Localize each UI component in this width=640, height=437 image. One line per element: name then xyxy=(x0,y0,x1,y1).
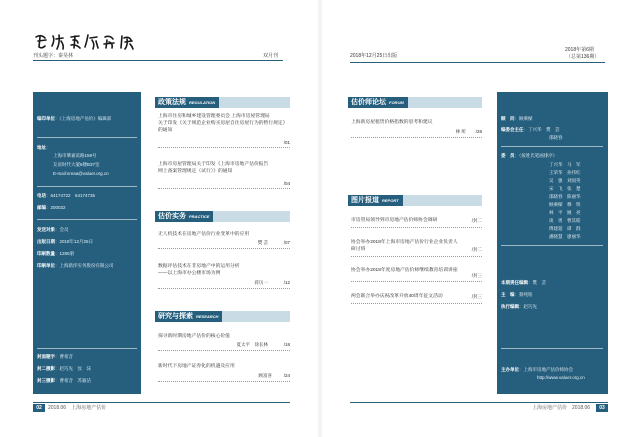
article-title-line: 关于印发《关于规范企业购买房屋自住房屋行为的暂行规定》 xyxy=(158,121,288,126)
article-title-line: 的通知 xyxy=(158,128,173,133)
sidebar-row: 委 员：（按姓氏笔画排序） xyxy=(501,153,558,158)
sidebar-row: 谈 勇 曹其皓 xyxy=(549,218,581,223)
section-title-en: FORUM xyxy=(389,97,408,108)
toc-article[interactable] xyxy=(351,119,482,141)
dotted-divider xyxy=(351,227,482,228)
sidebar-row: 印刷数量：1280册 xyxy=(37,251,75,256)
sidebar-row: 宋 飞 张 楚 xyxy=(549,186,581,191)
toc-article[interactable] xyxy=(351,293,482,307)
article-title-line: 研讨班 xyxy=(351,247,366,252)
inscription-credit: 刊头题字：秦昊林 xyxy=(33,53,74,59)
section-bar xyxy=(219,97,290,108)
toc-right-column xyxy=(348,97,482,299)
sidebar-divider xyxy=(37,219,137,220)
sidebar-row: 印刷单位：上海新洋实务股份有限公司 xyxy=(37,263,114,268)
sidebar-row: 编委会主任：丁兴华 樊 芸 xyxy=(501,127,560,132)
section-title-en: PRACTICE xyxy=(189,211,213,222)
article-page: /18 xyxy=(283,342,290,347)
dotted-divider xyxy=(351,281,482,282)
section-header-report xyxy=(348,195,482,206)
section-title-zh: 估价实务 xyxy=(155,211,189,222)
section-header-practice xyxy=(155,211,290,222)
section-title-zh: 图片报道 xyxy=(348,195,382,206)
toc-article[interactable] xyxy=(158,113,290,143)
section-title-zh: 估价师论坛 xyxy=(348,97,389,108)
sidebar-row: 主 编：蔡纯铭 xyxy=(501,292,533,297)
sidebar-divider xyxy=(501,245,603,246)
article-page: /01 xyxy=(283,140,290,145)
toc-article[interactable] xyxy=(158,263,290,289)
sidebar-row: 地址： xyxy=(37,145,51,150)
editorial-board-sidebar xyxy=(497,92,608,394)
sidebar-row: 执行编辑：赵巧先 xyxy=(501,304,537,309)
sidebar-row: E-mail:sreaa@valuer.org.cn xyxy=(53,171,109,176)
sidebar-row: 本期责任编辑：樊 芸 xyxy=(501,280,546,285)
sidebar-divider xyxy=(37,186,137,187)
dotted-divider xyxy=(351,303,482,304)
article-title-line: 上海市房屋管理局关于印发《上海市房地产估价报告 xyxy=(158,162,269,167)
sidebar-divider xyxy=(37,137,137,138)
sidebar-row: 顾 问：顾乘樑 xyxy=(501,116,533,121)
article-title-line: 网上备案管理规定（试行）》的通知 xyxy=(158,169,233,174)
article-title-line: ——以上海市办公楼市场为例 xyxy=(158,271,221,276)
toc-article[interactable] xyxy=(351,217,482,231)
section-bar xyxy=(408,97,482,108)
dotted-divider xyxy=(158,248,290,249)
sidebar-row: 发送对象：会员 xyxy=(37,227,69,232)
article-author: 蒋历一 xyxy=(254,280,268,285)
article-title-line: 协会举办2018年上海市房地产估价行业企业负责人 xyxy=(351,240,458,245)
section-title-en: REPORT xyxy=(382,195,403,206)
sidebar-row: 封三摄影：曹希音 苏毅洁 xyxy=(37,378,91,383)
section-bar xyxy=(403,195,482,206)
article-page: /封三 xyxy=(471,273,482,278)
article-page: /12 xyxy=(283,280,290,285)
article-title-line: 无人机技术在房地产估价行业变革中的应用 xyxy=(158,232,250,237)
dotted-divider xyxy=(351,137,482,138)
toc-article[interactable] xyxy=(351,239,482,259)
section-title-zh: 研究与探索 xyxy=(155,311,196,322)
section-header-forum xyxy=(348,97,482,108)
article-title-line: 新时代下房地产证券化的机遇及应用 xyxy=(158,364,235,369)
toc-left-column xyxy=(155,97,290,378)
dotted-divider xyxy=(158,288,290,289)
sidebar-row: 封面题字：曹希音 xyxy=(37,354,73,359)
sidebar-row: 顾乘樑 穆 铁 xyxy=(549,202,581,207)
sidebar-row: 友谊时代大厦6楼B37室 xyxy=(53,162,100,167)
dotted-divider xyxy=(158,147,290,148)
section-header-regulation xyxy=(155,97,290,108)
sidebar-row: 邵晓春 陈丽华 xyxy=(549,194,581,199)
sidebar-row: 邵晓春 xyxy=(549,135,563,140)
page-number-left: 02 xyxy=(33,404,45,412)
sidebar-row: 林 平 姚 亮 xyxy=(549,210,581,215)
sidebar-row: 潘晓慧 廖丽华 xyxy=(549,234,581,239)
issue-number: 2018年第6期 xyxy=(565,47,594,53)
sidebar-row: 王荣华 孙伟红 xyxy=(549,170,581,175)
toc-article[interactable] xyxy=(158,363,290,383)
section-bar xyxy=(222,311,290,322)
dotted-divider xyxy=(158,350,290,351)
dotted-divider xyxy=(158,381,290,382)
sidebar-divider xyxy=(501,146,603,147)
section-title-zh: 政策法规 xyxy=(155,97,189,108)
sidebar-row: 电话：64174722 64174735 xyxy=(37,193,96,198)
sidebar-row: 主办单位：上海市房地产估价师协会 xyxy=(501,367,573,372)
article-title-line: 两会联合举办庆祝改革开放40周年征文活动 xyxy=(351,294,443,299)
article-page: /24 xyxy=(283,373,290,378)
article-title-line: 上海新房屋租赁价格指数的思考和建议 xyxy=(351,120,433,125)
toc-article[interactable] xyxy=(158,231,290,249)
article-title-line: 市房管局领导到市房地产估价师协会调研 xyxy=(351,218,438,223)
sidebar-divider xyxy=(37,348,137,349)
section-bar xyxy=(213,211,290,222)
issue-date: 2018年12月25日出版 xyxy=(350,53,398,59)
section-title-en: REGULATION xyxy=(189,97,219,108)
sidebar-row: 傅建超 谭 群 xyxy=(549,226,581,231)
header-rule-left xyxy=(33,60,283,61)
article-author: 顾富喜 xyxy=(258,373,272,378)
sidebar-row: 吴 强 刘国英 xyxy=(549,178,581,183)
toc-article[interactable] xyxy=(158,333,290,353)
section-title-en: RESEARCH xyxy=(196,311,222,322)
magazine-logo-calligraphy xyxy=(33,31,145,53)
dotted-divider xyxy=(351,256,482,257)
sidebar-row: 上海市肇嘉浜路159号 xyxy=(53,153,97,158)
sidebar-row: 丁兴华 马 军 xyxy=(549,162,581,167)
article-author: 夏太平 徐长林 xyxy=(236,342,268,347)
article-title-line: 协会举办2018年度房地产估价师继续教育培训讲座 xyxy=(351,268,458,273)
sidebar-row: 编印单位：《上海房地产估价》编辑部 xyxy=(37,116,112,121)
article-title-line: 探寻新时期房地产估价的核心价值 xyxy=(158,334,230,339)
magazine-title xyxy=(33,31,34,32)
masthead-sidebar xyxy=(33,92,141,394)
article-page: /04 xyxy=(283,181,290,186)
article-page: /07 xyxy=(283,240,290,245)
header-rule-right xyxy=(350,62,605,63)
footer-mark-right: 上海房地产估价 2018.06 xyxy=(532,405,591,411)
dotted-divider xyxy=(158,188,290,189)
article-page: /封二 xyxy=(471,247,482,252)
sidebar-divider xyxy=(501,348,603,349)
sidebar-row: 邮编：200032 xyxy=(37,205,66,210)
total-issue: （总第136期） xyxy=(566,54,600,60)
toc-article[interactable] xyxy=(351,267,482,281)
sidebar-row: 封二摄影：赵巧先 汝 沫 xyxy=(37,366,91,371)
toc-article[interactable] xyxy=(158,161,290,185)
article-page: /28 xyxy=(475,129,482,134)
article-author: 樊 芸 xyxy=(257,240,268,245)
frequency-label: 双月刊 xyxy=(263,53,279,59)
section-header-research xyxy=(155,311,290,322)
footer-rule-right xyxy=(350,402,608,403)
page-number-right: 03 xyxy=(596,404,608,412)
article-title-line: 数据评估技术在非房地产中的运用分析 xyxy=(158,264,240,269)
sidebar-row: 出版日期：2018年12月25日 xyxy=(37,239,94,244)
footer-mark-left: 2018.06 上海房地产估价 xyxy=(48,405,107,411)
article-page: /封三 xyxy=(471,294,482,299)
article-title-line: 上海市住房和城乡建设管理委员会 上海市房屋管理局 xyxy=(158,114,270,119)
center-fold xyxy=(317,0,323,437)
article-author: 林 昕 xyxy=(455,129,466,134)
sidebar-row: http://www.valuer.org.cn xyxy=(537,375,585,380)
footer-rule-left xyxy=(33,402,290,403)
article-page: /封二 xyxy=(471,218,482,223)
